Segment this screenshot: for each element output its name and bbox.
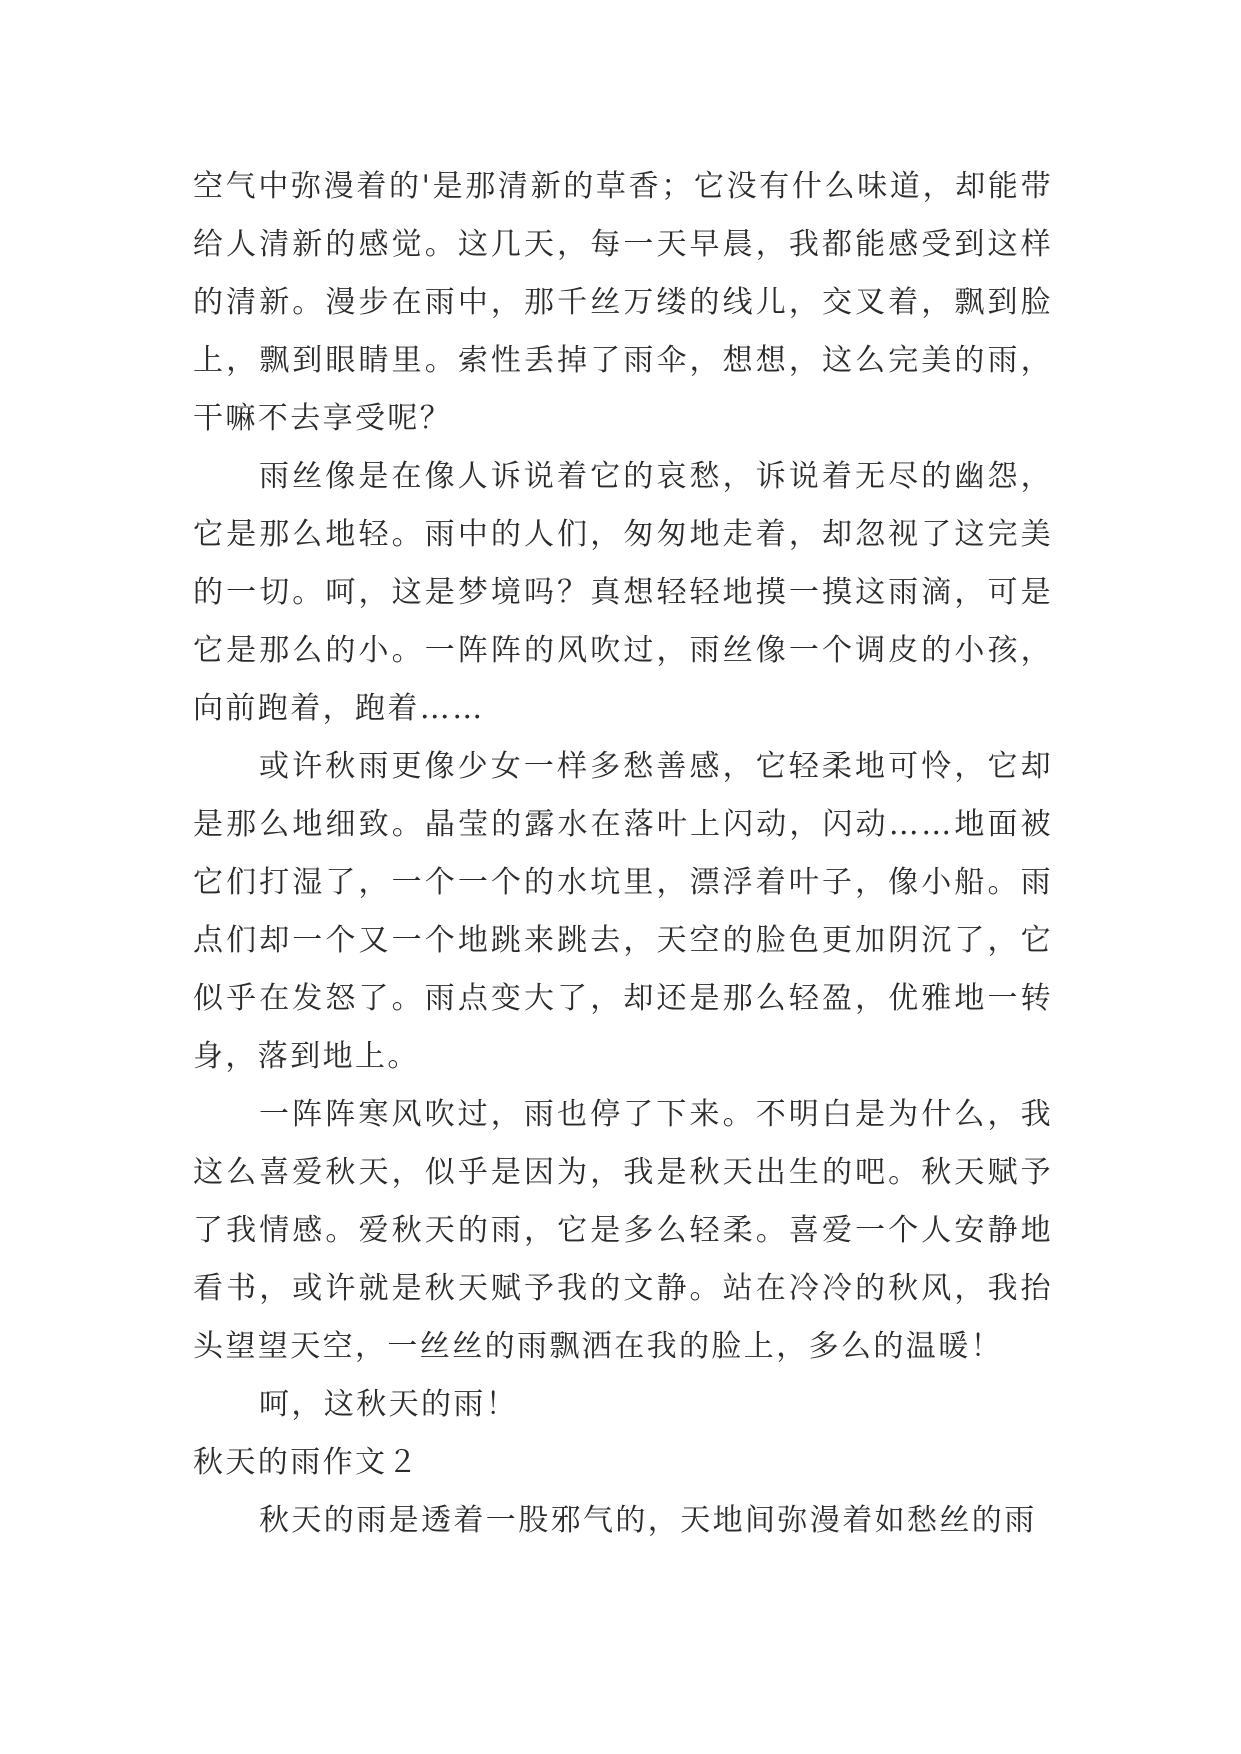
paragraph-3: 或许秋雨更像少女一样多愁善感，它轻柔地可怜，它却是那么地细致。晶莹的露水在落叶上闪动，闪动……地面被它们打湿了，一个一个的水坑里，漂浮着叶子，像小船。雨点们却一个又一个地跳来跳去，天空的脸色更加阴沉了，它似乎在发怒了。雨点变大了，却还是那么轻盈，优雅地一转身，落到地上。: [193, 749, 1053, 1074]
paragraph-1: 空气中弥漫着的'是那清新的草香；它没有什么味道，却能带给人清新的感觉。这几天，每一天早晨，我都能感受到这样的清新。漫步在雨中，那千丝万缕的线儿，交叉着，飘到脸上，飘到眼睛里。索性丢掉了雨伞，想想，这么完美的雨，干嘛不去享受呢？: [193, 169, 1053, 436]
document-body: [193, 158, 1053, 1550]
paragraph-4: 一阵阵寒风吹过，雨也停了下来。不明白是为什么，我这么喜爱秋天，似乎是因为，我是秋天出生的吧。秋天赋予了我情感。爱秋天的雨，它是多么轻柔。喜爱一个人安静地看书，或许就是秋天赋予我的文静。站在冷冷的秋风，我抬头望望天空，一丝丝的雨飘洒在我的脸上，多么的温暖！: [193, 1097, 1053, 1364]
paragraph-5: 呵，这秋天的雨！: [259, 1387, 519, 1422]
paragraph-2: 雨丝像是在像人诉说着它的哀愁，诉说着无尽的幽怨，它是那么地轻。雨中的人们，匆匆地走着，却忽视了这完美的一切。呵，这是梦境吗？真想轻轻地摸一摸这雨滴，可是它是那么的小。一阵阵的风吹过，雨丝像一个调皮的小孩，向前跑着，跑着……: [193, 459, 1053, 726]
paragraph-6: 秋天的雨是透着一股邪气的，天地间弥漫着如愁丝的雨: [259, 1503, 1037, 1538]
section-title: 秋天的雨作文２: [193, 1445, 420, 1480]
